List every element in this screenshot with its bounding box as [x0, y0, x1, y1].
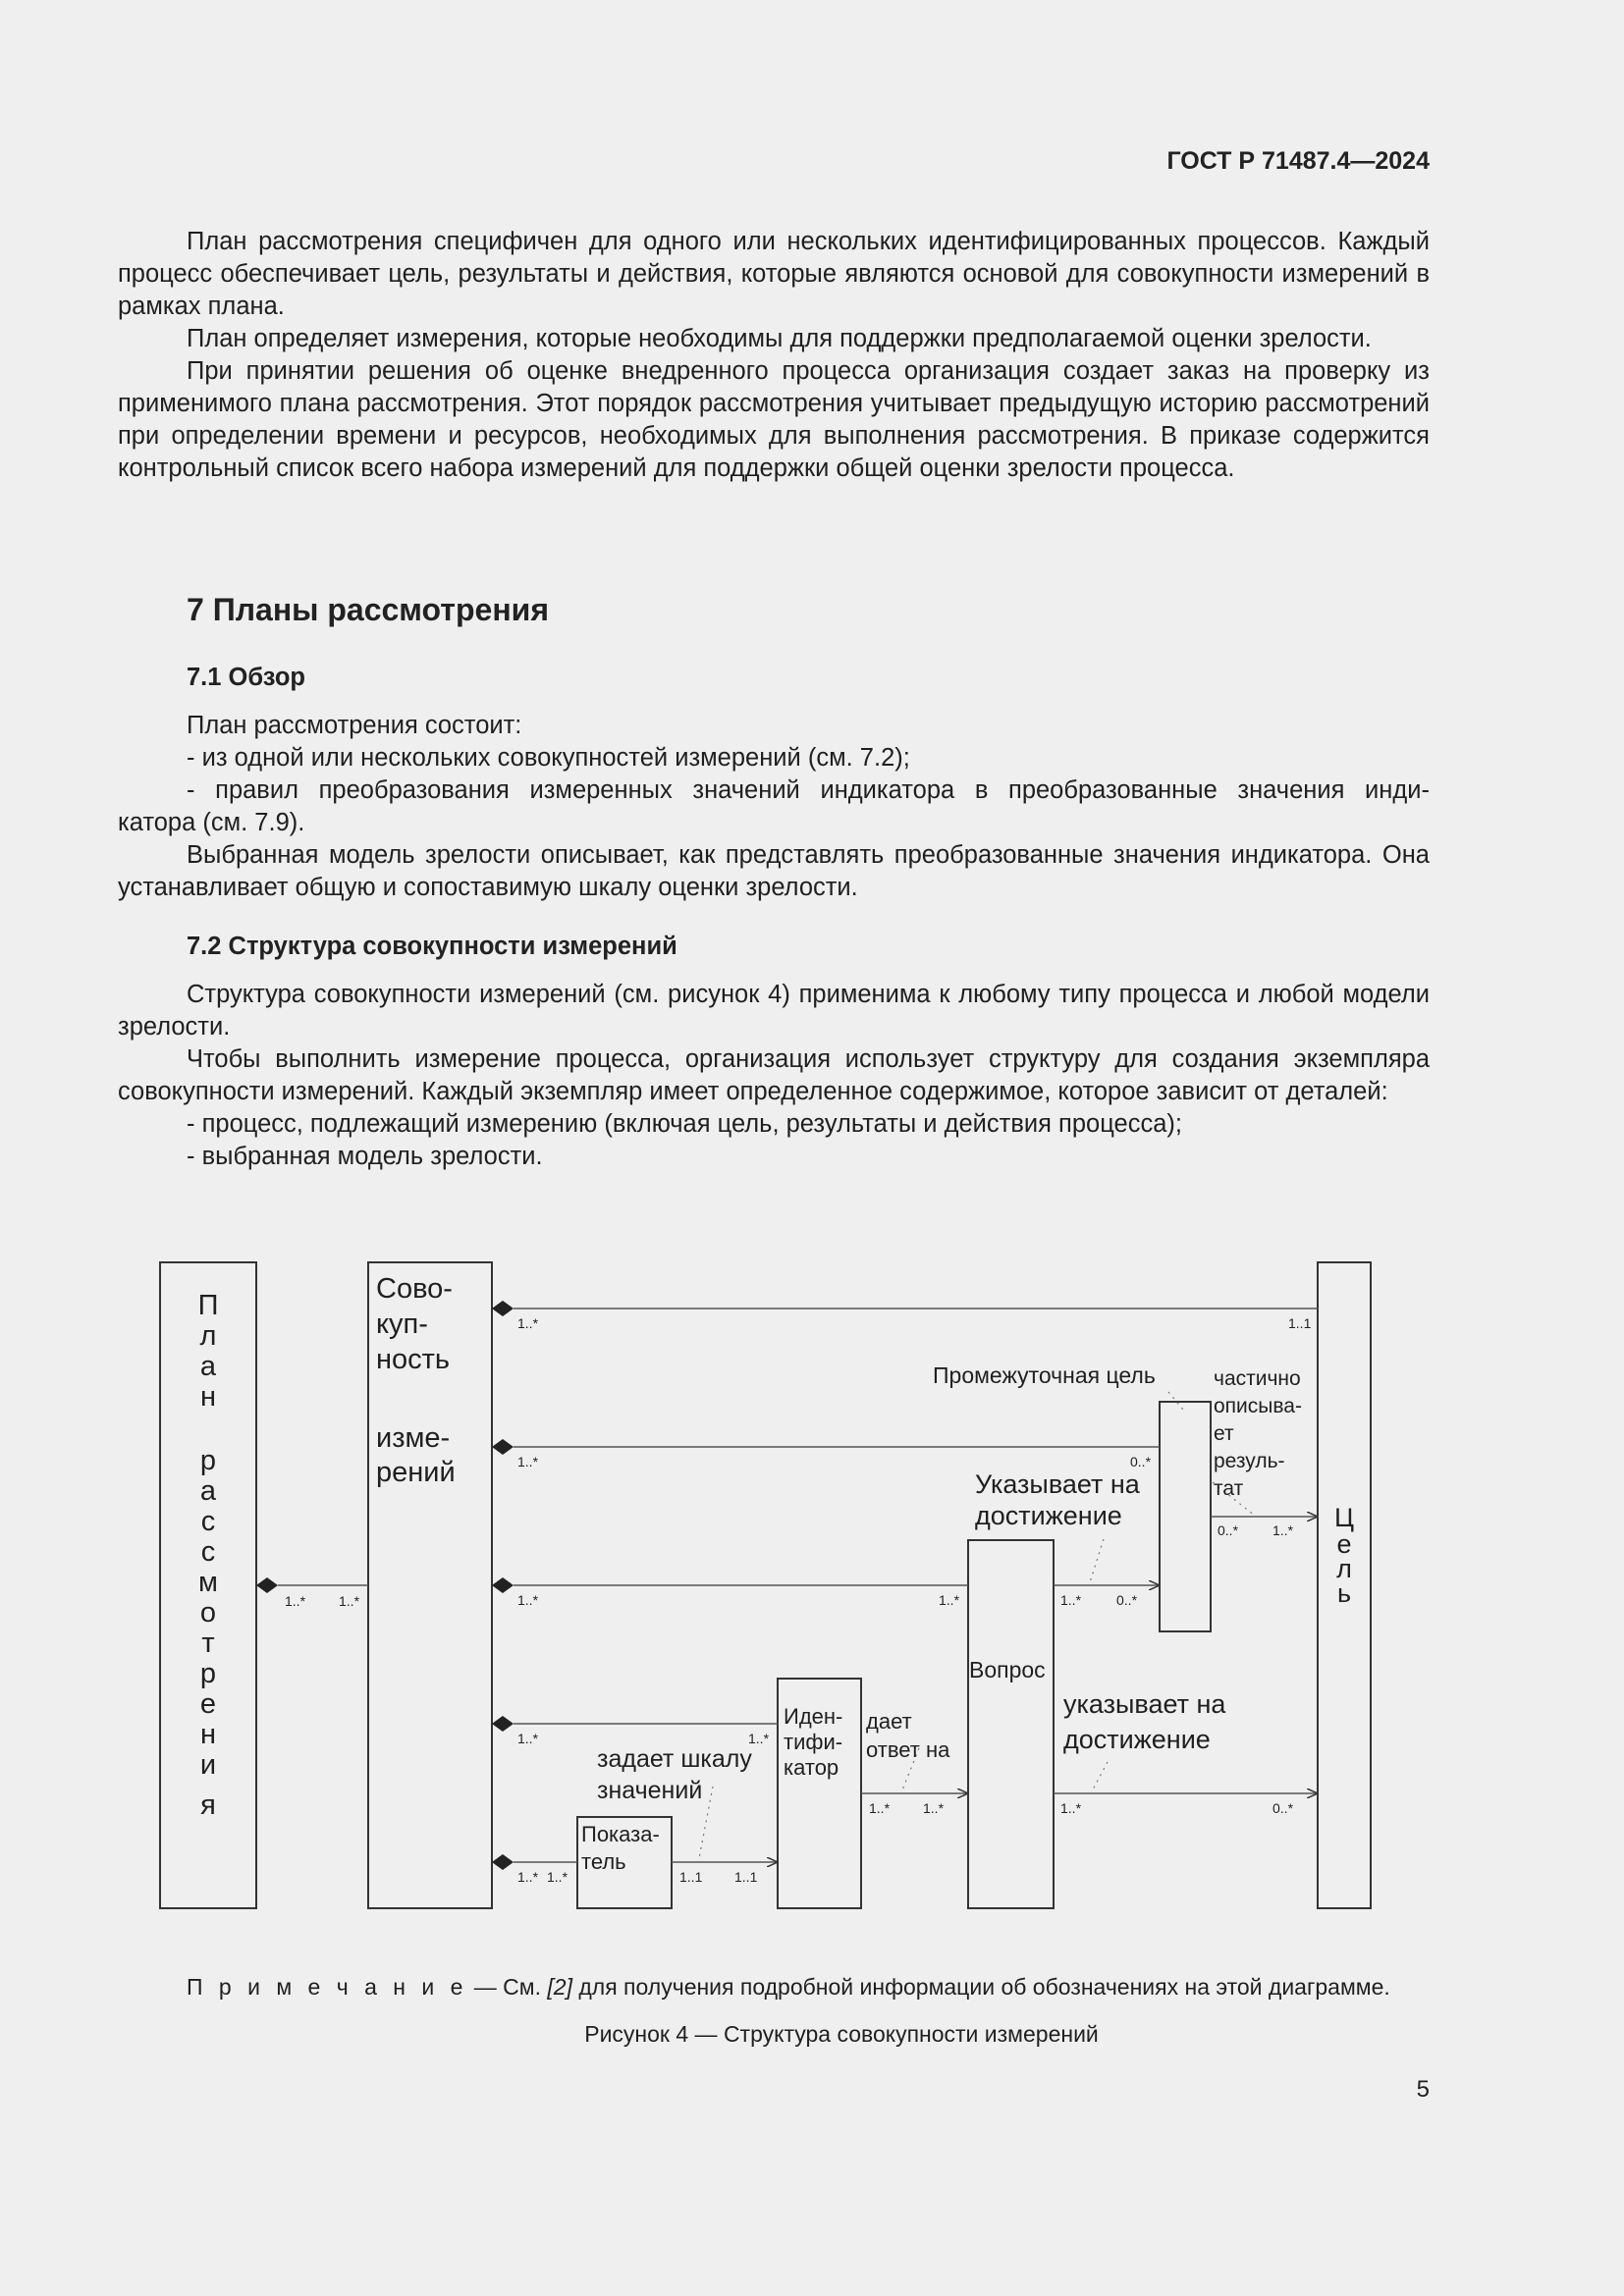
intermediate-goal-label: Промежуточная цель	[933, 1362, 1156, 1388]
diamond-set-1	[492, 1301, 514, 1316]
points-to-label-line: достижение	[1063, 1725, 1211, 1754]
note-text-after: для получения подробной информации об обозначениях на этой диаграмме.	[571, 1974, 1390, 2000]
section-7-1-list-item-1: - из одной или нескольких совокупностей измерений (см. 7.2);	[187, 744, 910, 772]
intro-paragraph-2: План определяет измерения, которые необходимы для поддержки предполагаемой оценки зрелости.	[187, 325, 1372, 352]
diamond-set-2	[492, 1439, 514, 1455]
partially-label-line: ет	[1214, 1422, 1234, 1445]
plan-letter: т	[201, 1628, 215, 1659]
page-number: 5	[1416, 2076, 1430, 2103]
plan-letter: а	[199, 1351, 217, 1382]
section-7-1-list-item-2a: - правил преобразования измеренных значений индикатора в преобразованные значения инди-	[187, 776, 1430, 804]
section-7-2-heading: 7.2 Структура совокупности измерений	[187, 933, 677, 960]
goal-letter: е	[1336, 1529, 1352, 1559]
multiplicity: 0..*	[1116, 1592, 1138, 1608]
multiplicity: 1..*	[517, 1592, 539, 1608]
partially-label-line: описыва-	[1214, 1395, 1302, 1417]
section-7-1-lead: План рассмотрения состоит:	[187, 712, 522, 739]
plan-letter: с	[200, 1536, 216, 1568]
points-to-label-line: указывает на	[1063, 1689, 1226, 1719]
section-7-heading: 7 Планы рассмотрения	[187, 592, 549, 627]
points-to-achievement-label-2	[1063, 1689, 1226, 1754]
set-label-line: Сово-	[376, 1273, 453, 1305]
plan-letter: П	[197, 1290, 219, 1321]
scale-label-line: значений	[597, 1777, 703, 1804]
partially-describes-result-label	[1214, 1367, 1302, 1500]
plan-letter: л	[199, 1320, 217, 1352]
multiplicity: 1..*	[1060, 1592, 1082, 1608]
goal-letter: л	[1336, 1554, 1352, 1583]
section-7-1-list-item-2b: катора (см. 7.9).	[118, 809, 305, 836]
multiplicity: 1..*	[1272, 1522, 1294, 1538]
set-label-line: рений	[376, 1457, 456, 1488]
figure-caption: Рисунок 4 — Структура совокупности измерений	[584, 2021, 1099, 2047]
defines-scale-label	[597, 1745, 752, 1804]
label-leader-lines	[699, 1392, 1255, 1858]
multiplicity: 1..*	[517, 1731, 539, 1746]
metric-label	[581, 1822, 660, 1874]
multiplicity: 1..*	[939, 1592, 960, 1608]
note-reference: [2]	[547, 1974, 572, 2000]
points-to-label-line: Указывает на	[975, 1469, 1140, 1499]
partially-label-line: частично	[1214, 1367, 1301, 1390]
plan-label	[198, 1290, 219, 1821]
diamond-set-3	[492, 1577, 514, 1593]
intro-paragraph-1: План рассмотрения специфичен для одного или нескольких идентифицированных процессов. Каждый процесс обеспечивает цель, результаты и действия, которые являются основой для совокупности измерений в рамках плана.	[118, 228, 1430, 320]
multiplicity: 1..1	[734, 1869, 758, 1885]
metric-label-line: тель	[581, 1849, 626, 1874]
multiplicity: 1..*	[869, 1800, 891, 1816]
goal-label	[1334, 1503, 1354, 1608]
section-7-2-list-item-2: - выбранная модель зрелости.	[187, 1143, 543, 1170]
indicator-label-line: тифи-	[784, 1730, 843, 1754]
answers-label-line: дает	[866, 1709, 912, 1734]
section-7-2-paragraph-2: Чтобы выполнить измерение процесса, организация использует структуру для создания экземпляра совокупности измерений. Каждый экземпляр имеет определенное содержимое, которое зависит от деталей:	[118, 1045, 1430, 1105]
multiplicity: 1..*	[1060, 1800, 1082, 1816]
multiplicity: 1..*	[748, 1731, 770, 1746]
intro-paragraph-3: При принятии решения об оценке внедренного процесса организация создает заказ на проверку из применимого плана рассмотрения. Этот порядок рассмотрения учитывает предыдущую историю рассмотрений при определении времени и ресурсов, необходимых для выполнения рассмотрения. В приказе содержится контрольный список всего набора измерений для поддержки общей оценки зрелости процесса.	[118, 357, 1430, 482]
indicator-label-line: катор	[784, 1755, 839, 1780]
plan-letter: и	[199, 1749, 217, 1781]
metric-label-line: Показа-	[581, 1822, 660, 1846]
section-7-2-paragraph-1: Структура совокупности измерений (см. рисунок 4) применима к любому типу процесса и любой модели зрелости.	[118, 981, 1430, 1041]
diamond-plan	[256, 1577, 278, 1593]
figure-note	[187, 1974, 1430, 2001]
question-box	[968, 1540, 1054, 1908]
document-number-header: ГОСТ Р 71487.4—2024	[1166, 147, 1430, 175]
measurement-set-label	[376, 1273, 456, 1488]
plan-letter: р	[199, 1658, 217, 1689]
plan-letter: н	[199, 1719, 217, 1750]
multiplicity-labels	[285, 1315, 1312, 1885]
plan-letter: о	[199, 1597, 217, 1629]
plan-letter: а	[199, 1475, 217, 1507]
set-label-line: куп-	[376, 1308, 428, 1340]
multiplicity: 1..1	[1288, 1315, 1312, 1331]
note-text-before: — См.	[467, 1974, 548, 2000]
section-7-1-heading: 7.1 Обзор	[187, 664, 305, 691]
multiplicity: 0..*	[1218, 1522, 1239, 1538]
question-label: Вопрос	[969, 1657, 1046, 1682]
scale-label-line: задает шкалу	[597, 1745, 752, 1773]
section-7-2-list-item-1: - процесс, подлежащий измерению (включая цель, результаты и действия процесса);	[187, 1110, 1182, 1138]
multiplicity: 1..*	[517, 1454, 539, 1469]
plan-letter: м	[198, 1567, 218, 1598]
set-label-line: ность	[376, 1344, 451, 1375]
diamond-set-5	[492, 1854, 514, 1870]
intermediate-goal-box	[1160, 1402, 1211, 1631]
partially-label-line: тат	[1214, 1477, 1244, 1500]
goal-letter: ь	[1336, 1578, 1352, 1608]
multiplicity: 1..*	[517, 1315, 539, 1331]
points-to-achievement-label-1	[975, 1469, 1141, 1530]
diamond-set-4	[492, 1716, 514, 1732]
note-label: П р и м е ч а н и е	[187, 1974, 468, 2000]
plan-letter: е	[199, 1688, 217, 1720]
multiplicity: 1..*	[517, 1869, 539, 1885]
partially-label-line: резуль-	[1214, 1450, 1285, 1472]
answers-label-line: ответ на	[866, 1737, 950, 1762]
multiplicity: 1..*	[547, 1869, 568, 1885]
multiplicity: 1..1	[679, 1869, 703, 1885]
section-7-1-paragraph: Выбранная модель зрелости описывает, как представлять преобразованные значения индикатора. Она устанавливает общую и сопоставимую шкалу оценки зрелости.	[118, 841, 1430, 901]
multiplicity: 1..*	[923, 1800, 945, 1816]
multiplicity: 1..*	[285, 1593, 306, 1609]
set-label-line: изме-	[376, 1422, 451, 1454]
answers-label	[866, 1709, 950, 1762]
points-to-label-line: достижение	[975, 1501, 1122, 1530]
goal-letter: Ц	[1334, 1503, 1354, 1532]
indicator-label-line: Иден-	[784, 1704, 843, 1729]
plan-letter: н	[199, 1381, 217, 1413]
multiplicity: 1..*	[339, 1593, 360, 1609]
indicator-label	[784, 1704, 842, 1780]
multiplicity: 0..*	[1130, 1454, 1152, 1469]
plan-letter: с	[200, 1506, 216, 1537]
plan-letter: р	[199, 1445, 217, 1476]
multiplicity: 0..*	[1272, 1800, 1294, 1816]
plan-letter: я	[200, 1789, 216, 1821]
